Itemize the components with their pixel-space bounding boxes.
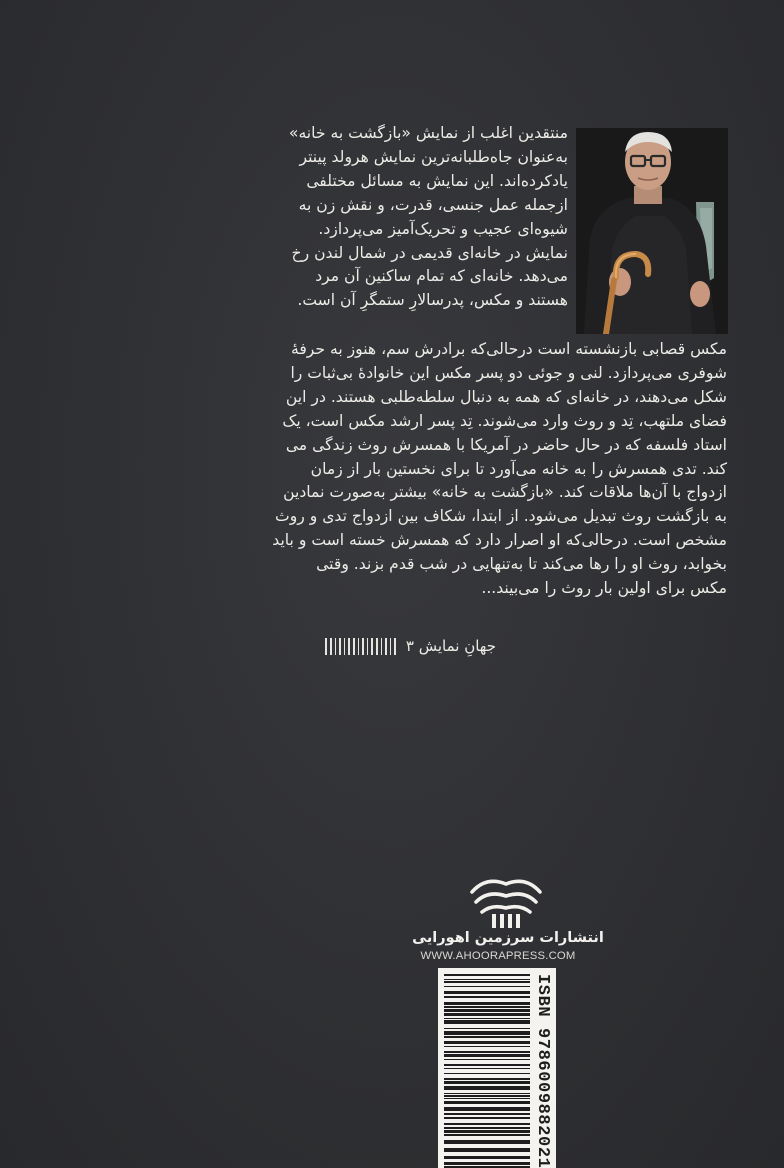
blurb-line: مکس قصابی بازنشسته است درحالی‌که برادرش سم، هنوز به حرفهٔ	[290, 340, 727, 358]
blurb-line: یادکرده‌اند. این نمایش به مسائل مختلفی	[306, 171, 568, 190]
barcode-bar	[444, 1059, 530, 1060]
blurb-line: مشخص است. درحالی‌که او اصرار دارد که همسرش خسته است و باید	[272, 531, 727, 550]
barcode-bar	[444, 1028, 530, 1029]
barcode-bar	[444, 1046, 530, 1047]
series-bar	[330, 638, 332, 655]
barcode-bar	[444, 1098, 530, 1099]
barcode-bar	[444, 1095, 530, 1097]
publisher-name: انتشارات سرزمین اهورایی	[412, 930, 604, 946]
barcode-bar	[444, 1073, 530, 1074]
barcode-bar	[444, 1127, 530, 1129]
author-photo	[576, 128, 728, 334]
barcode-bar	[444, 1134, 530, 1136]
barcode-bar	[444, 1020, 530, 1024]
barcode-bar	[444, 1093, 530, 1094]
barcode-bar	[444, 1006, 530, 1008]
barcode-bar	[444, 1156, 530, 1159]
series-label: جهانِ نمایش ۳	[405, 637, 496, 655]
series-bar	[362, 638, 364, 655]
series-bar	[371, 638, 373, 655]
blurb-line: ازدواج با آن‌ها ملاقات کند. «بازگشت به خانه» بیشتر به‌صورت نمادین	[283, 483, 727, 502]
blurb-line: می‌دهد. خانه‌ای که تمام ساکنین آن مرد	[315, 267, 568, 286]
barcode-bar	[444, 1064, 530, 1066]
series-bar	[385, 638, 387, 655]
blurb-line: بخوابد، روث او را رها می‌کند تا به‌تنهایی در شب قدم بزند. وقتی	[316, 555, 727, 574]
barcode-bar	[444, 1036, 530, 1038]
barcode-bar	[444, 1140, 530, 1144]
barcode-bar	[444, 979, 530, 980]
barcode-bar	[444, 1041, 530, 1044]
barcode-bar	[444, 1101, 530, 1104]
barcode-bar	[444, 1013, 530, 1016]
barcode-bars	[444, 974, 530, 1168]
barcode-bar	[444, 1107, 530, 1111]
barcode-bar	[444, 1081, 530, 1084]
barcode-bar	[444, 1086, 530, 1090]
series-bar	[344, 638, 346, 655]
blurb-line: نمایش در خانه‌ای قدیمی در شمال لندن رخ	[291, 243, 568, 262]
barcode-bar	[444, 996, 530, 998]
series-bar	[325, 638, 327, 655]
blurb-line: فضای ملتهب، تِد و روث وارد می‌شوند. تِد پسر ارشد مکس است، یک	[282, 411, 727, 430]
blurb-line: ازجمله عمل جنسی، قدرت، و نقش زن به	[298, 195, 568, 214]
barcode-bar	[444, 1009, 530, 1012]
blurb-line: به بازگشت روث تبدیل می‌شود. از ابتدا، شکاف بین ازدواج تدی و روث	[275, 507, 727, 526]
blurb-paragraph-1	[236, 122, 568, 313]
series-marker	[236, 634, 496, 658]
isbn-number: ISBN 9786009882021	[533, 974, 552, 1168]
series-bar	[348, 638, 350, 655]
series-bar	[394, 638, 396, 655]
series-bar	[390, 638, 392, 655]
blurb-line: به‌عنوان جاه‌طلبانه‌ترین نمایش هرولد پینتر	[299, 147, 568, 166]
series-bar	[353, 638, 355, 655]
series-bar	[339, 638, 341, 655]
barcode-bar	[444, 991, 530, 994]
publisher-website: WWW.AHOORAPRESS.COM	[420, 950, 576, 962]
barcode-bar	[444, 1002, 530, 1005]
blurb-line: هستند و مکس، پدرسالارِ ستمگرِ آن است.	[297, 291, 568, 310]
barcode-bar	[444, 974, 530, 976]
barcode-bar	[444, 1054, 530, 1057]
isbn-barcode	[438, 968, 556, 1168]
barcode-bar	[444, 1068, 530, 1069]
blurb-line: کند. تدی همسرش را به خانه می‌آورد تا برای نخستین بار از زمان	[310, 459, 727, 478]
series-bar	[358, 638, 360, 655]
series-bar	[367, 638, 369, 655]
blurb-line: شکل می‌دهند، در خانه‌ای که همه به دنبال سلطه‌طلبی هستند. در این	[285, 387, 727, 406]
blurb-line: شوفری می‌پردازد. لنی و جوئی دو پسر مکس این خانوادهٔ بی‌ثبات را	[290, 363, 727, 382]
barcode-bar	[444, 1117, 530, 1119]
blurb-line-last: مکس برای اولین بار روث را می‌بیند...	[481, 579, 727, 598]
barcode-bar	[444, 981, 530, 983]
series-bar	[376, 638, 378, 655]
blurb-paragraph-2	[236, 338, 727, 601]
blurb-line: منتقدین اغلب از نمایش «بازگشت به خانه»	[288, 124, 568, 142]
barcode-bar	[444, 1123, 530, 1125]
barcode-bar	[444, 986, 530, 987]
barcode-bar	[444, 1018, 530, 1019]
series-bars-decoration	[325, 638, 396, 655]
barcode-bar	[444, 1148, 530, 1152]
barcode-bar	[444, 1162, 530, 1165]
blurb-line: شیوه‌ای عجیب و تحریک‌آمیز می‌پردازد.	[318, 219, 568, 238]
barcode-bar	[444, 1130, 530, 1133]
publisher-logo-icon	[462, 870, 550, 930]
barcode-bar	[444, 1031, 530, 1035]
series-bar	[381, 638, 383, 655]
series-bar	[335, 638, 337, 655]
barcode-bar	[444, 1113, 530, 1115]
barcode-bar	[444, 1051, 530, 1053]
barcode-bar	[444, 1078, 530, 1080]
blurb-line: استاد فلسفه که در حال حاضر در آمریکا با همسرش روث زندگی می	[285, 435, 727, 454]
